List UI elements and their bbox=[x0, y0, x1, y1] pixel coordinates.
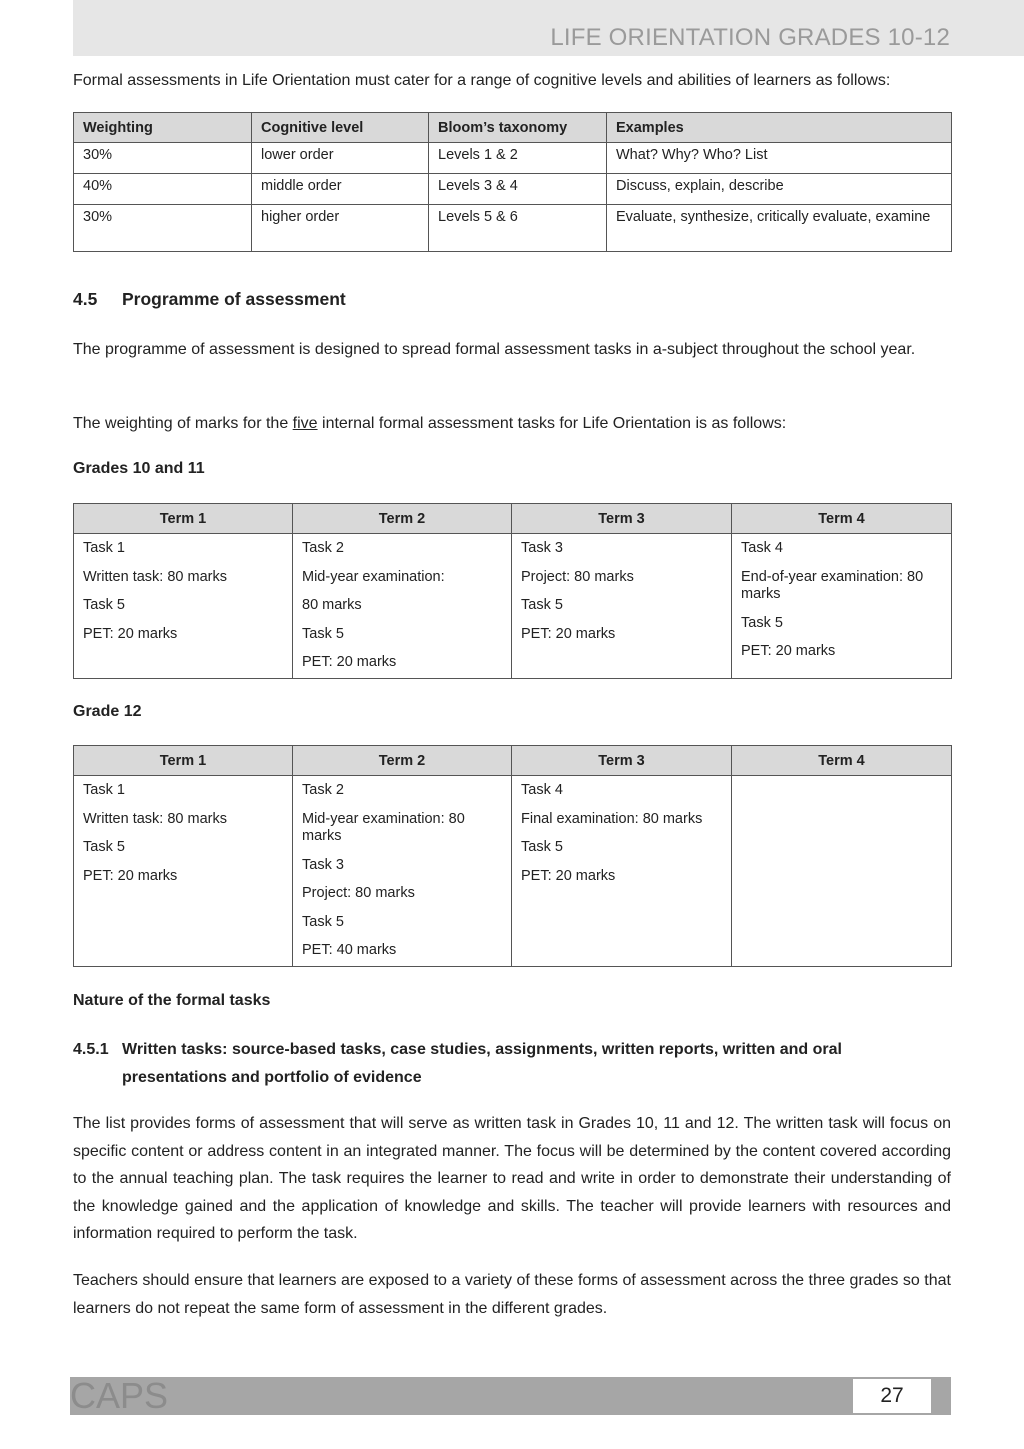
table-cell: lower order bbox=[252, 143, 429, 174]
page-number: 27 bbox=[853, 1379, 931, 1413]
column-header: Term 1 bbox=[74, 504, 293, 534]
table-cell: Levels 1 & 2 bbox=[429, 143, 607, 174]
table-cell: Discuss, explain, describe bbox=[607, 174, 952, 205]
table-header-row bbox=[74, 746, 952, 776]
cell-line: Written task: 80 marks bbox=[83, 568, 227, 585]
term-2-cell bbox=[293, 776, 512, 967]
table-header-row bbox=[74, 113, 952, 143]
table-cell: middle order bbox=[252, 174, 429, 205]
cell-line: Project: 80 marks bbox=[521, 568, 634, 585]
cell-line: Task 4 bbox=[741, 540, 783, 556]
table-cell: 30% bbox=[74, 205, 252, 252]
column-header: Term 3 bbox=[512, 746, 732, 776]
footer-band bbox=[70, 1377, 951, 1415]
term-2-cell bbox=[293, 534, 512, 679]
term-4-cell bbox=[732, 534, 952, 679]
cell-line: Task 5 bbox=[521, 597, 563, 613]
variety-paragraph: Teachers should ensure that learners are exposed to a variety of these forms of assessment across the three grades so that learners do not repeat the same form of assessment in the different grades. bbox=[73, 1272, 951, 1317]
table-row bbox=[74, 534, 952, 679]
text-fragment: The weighting of marks for the bbox=[73, 415, 293, 432]
column-header: Cognitive level bbox=[252, 113, 429, 143]
footer-label: CAPS bbox=[70, 1375, 169, 1416]
cell-line: PET: 20 marks bbox=[741, 643, 836, 659]
cell-line: Project: 80 marks bbox=[302, 885, 415, 901]
grade-12-heading: Grade 12 bbox=[73, 703, 142, 720]
column-header: Bloom’s taxonomy bbox=[429, 113, 607, 143]
underlined-text: five bbox=[292, 415, 318, 432]
table-row bbox=[74, 174, 952, 205]
cell-line: PET: 20 marks bbox=[521, 867, 616, 884]
written-tasks-paragraph: The list provides forms of assessment that will serve as written task in Grades 10, 11 and 12. The written task will focus on specific content or address content in an integrated manner. The focus will be determined by the content covered according to the annual teaching plan. The task requires the learner to read and write in order to demonstrate their understanding of the knowledge gained and the application of knowledge and skills. The teacher will provide learners with resources and information required to perform the task. bbox=[73, 1115, 951, 1242]
cell-line: Task 3 bbox=[302, 856, 344, 873]
table-cell: 30% bbox=[74, 143, 252, 174]
cell-line: Task 5 bbox=[302, 625, 344, 642]
cell-line: Task 5 bbox=[521, 839, 563, 855]
column-header: Term 4 bbox=[732, 504, 952, 534]
weighting-paragraph bbox=[73, 410, 951, 438]
nature-heading: Nature of the formal tasks bbox=[73, 992, 271, 1009]
column-header: Term 3 bbox=[512, 504, 732, 534]
section-heading-4-5-1 bbox=[73, 1036, 951, 1091]
term-1-cell bbox=[74, 534, 293, 679]
cell-line: Written task: 80 marks bbox=[83, 810, 227, 827]
term-1-cell bbox=[74, 776, 293, 967]
cell-line: Mid-year examination: bbox=[302, 568, 445, 585]
table-cell: Evaluate, synthesize, critically evaluate, examine bbox=[607, 205, 952, 252]
cell-line: Task 5 bbox=[741, 614, 783, 631]
table-row bbox=[74, 776, 952, 967]
cell-line: End-of-year examination: 80 marks bbox=[741, 568, 924, 602]
term-3-cell bbox=[512, 776, 732, 967]
text-fragment: internal formal assessment tasks for Life Orientation is as follows: bbox=[317, 415, 787, 432]
cell-line: Task 1 bbox=[83, 782, 125, 798]
cell-line: Mid-year examination: 80 marks bbox=[302, 810, 465, 844]
grades-10-11-table bbox=[73, 503, 952, 679]
cell-line: Task 1 bbox=[83, 540, 125, 556]
table-row bbox=[74, 205, 952, 252]
cell-line: Task 5 bbox=[83, 839, 125, 855]
section-title: Written tasks: source-based tasks, case studies, assignments, written reports, written and oral presentations and portfolio of evidence bbox=[122, 1041, 842, 1086]
term-3-cell bbox=[512, 534, 732, 679]
table-cell: higher order bbox=[252, 205, 429, 252]
column-header: Term 4 bbox=[732, 746, 952, 776]
grades-10-11-heading: Grades 10 and 11 bbox=[73, 460, 205, 477]
table-header-row bbox=[74, 504, 952, 534]
cell-line: Task 3 bbox=[521, 540, 563, 556]
table-cell: Levels 5 & 6 bbox=[429, 205, 607, 252]
term-4-cell bbox=[732, 776, 952, 967]
table-cell: 40% bbox=[74, 174, 252, 205]
cell-line: PET: 40 marks bbox=[302, 942, 397, 958]
running-header-title: LIFE ORIENTATION GRADES 10-12 bbox=[550, 24, 950, 51]
cell-line: Task 5 bbox=[83, 597, 125, 613]
cell-line: PET: 20 marks bbox=[83, 625, 178, 642]
cell-line: 80 marks bbox=[302, 597, 362, 613]
cell-line: Task 4 bbox=[521, 782, 563, 798]
cell-line: PET: 20 marks bbox=[521, 625, 616, 642]
cell-line: PET: 20 marks bbox=[302, 654, 397, 670]
cell-line: Task 5 bbox=[302, 913, 344, 930]
table-cell: Levels 3 & 4 bbox=[429, 174, 607, 205]
cell-line: Task 2 bbox=[302, 540, 344, 556]
column-header: Term 2 bbox=[293, 746, 512, 776]
section-title: Programme of assessment bbox=[122, 289, 346, 309]
section-number: 4.5 bbox=[73, 289, 98, 309]
cell-line: Final examination: 80 marks bbox=[521, 810, 703, 827]
programme-paragraph: The programme of assessment is designed to spread formal assessment tasks in a-subject throughout the school year. bbox=[73, 341, 916, 358]
column-header: Examples bbox=[607, 113, 952, 143]
table-row bbox=[74, 143, 952, 174]
cell-line: Task 2 bbox=[302, 782, 344, 798]
table-cell: What? Why? Who? List bbox=[607, 143, 952, 174]
cognitive-levels-table bbox=[73, 112, 952, 252]
column-header: Term 2 bbox=[293, 504, 512, 534]
column-header: Term 1 bbox=[74, 746, 293, 776]
grade-12-table bbox=[73, 745, 952, 967]
section-number: 4.5.1 bbox=[73, 1041, 109, 1058]
cell-line: PET: 20 marks bbox=[83, 867, 178, 884]
column-header: Weighting bbox=[74, 113, 252, 143]
intro-paragraph: Formal assessments in Life Orientation must cater for a range of cognitive levels and abilities of learners as follows: bbox=[73, 72, 891, 89]
section-heading-4-5 bbox=[73, 289, 346, 310]
